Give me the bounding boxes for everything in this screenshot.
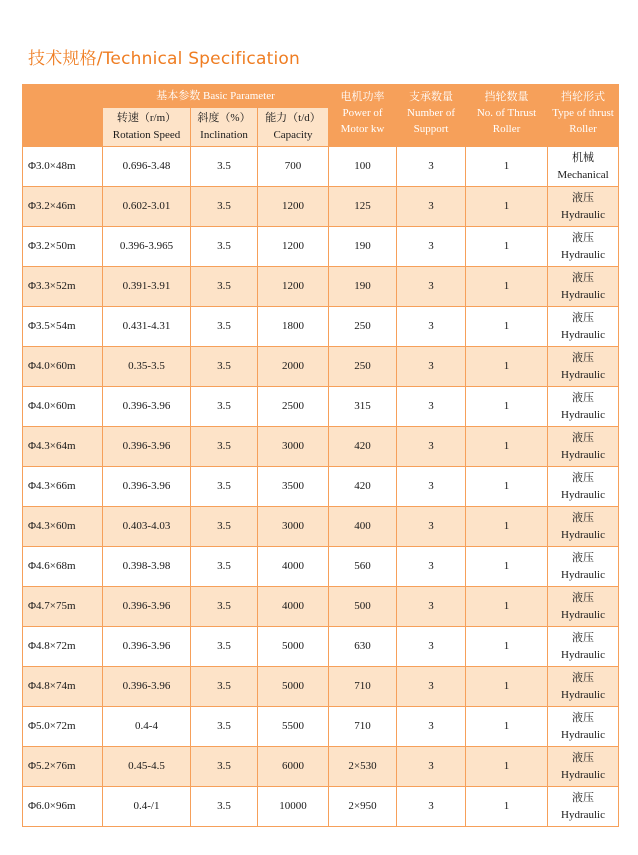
type-cn: 液压 — [572, 631, 595, 644]
power-header-en2: Motor kw — [340, 123, 385, 135]
support-cell: 3 — [397, 427, 466, 467]
type-cell — [548, 467, 619, 507]
table-row — [23, 347, 619, 387]
type-cell — [548, 187, 619, 227]
support-cell: 3 — [397, 787, 466, 827]
page-title: 技术规格/Technical Specification — [28, 49, 300, 69]
support-cell: 3 — [397, 467, 466, 507]
table-row — [23, 307, 619, 347]
type-en: Hydraulic — [561, 368, 605, 381]
capacity-cell: 2000 — [258, 347, 329, 387]
type-en: Hydraulic — [561, 728, 605, 741]
support-cell: 3 — [397, 627, 466, 667]
support-header — [397, 85, 466, 147]
power-cell: 100 — [329, 147, 397, 187]
power-cell: 250 — [329, 307, 397, 347]
model-cell: Φ3.0×48m — [23, 147, 103, 187]
table-row — [23, 747, 619, 787]
inclination-cell: 3.5 — [191, 267, 258, 307]
table-row — [23, 587, 619, 627]
power-cell: 420 — [329, 427, 397, 467]
inclination-cell: 3.5 — [191, 787, 258, 827]
type-cell — [548, 347, 619, 387]
capacity-cell: 1800 — [258, 307, 329, 347]
table-row — [23, 707, 619, 747]
type-cell — [548, 507, 619, 547]
support-header-en1: Number of — [407, 107, 455, 119]
table-row — [23, 627, 619, 667]
thrust-cell: 1 — [466, 707, 548, 747]
spec-table-body — [23, 147, 619, 827]
speed-cell: 0.396-3.96 — [103, 387, 191, 427]
type-cn: 机械 — [572, 151, 595, 164]
inclination-cell: 3.5 — [191, 347, 258, 387]
thrust-cell: 1 — [466, 227, 548, 267]
inclination-cell: 3.5 — [191, 667, 258, 707]
table-row — [23, 787, 619, 827]
type-cell — [548, 307, 619, 347]
table-row — [23, 387, 619, 427]
type-cell — [548, 147, 619, 187]
inclination-header-cn: 斜度（%） — [197, 112, 251, 124]
thrust-cell: 1 — [466, 627, 548, 667]
support-cell: 3 — [397, 187, 466, 227]
type-en: Hydraulic — [561, 688, 605, 701]
type-en: Hydraulic — [561, 288, 605, 301]
thrust-cell: 1 — [466, 307, 548, 347]
support-cell: 3 — [397, 307, 466, 347]
model-cell: Φ5.0×72m — [23, 707, 103, 747]
speed-cell: 0.45-4.5 — [103, 747, 191, 787]
model-cell: Φ3.2×50m — [23, 227, 103, 267]
type-cell — [548, 747, 619, 787]
inclination-cell: 3.5 — [191, 427, 258, 467]
inclination-cell: 3.5 — [191, 387, 258, 427]
capacity-cell: 3000 — [258, 507, 329, 547]
speed-cell: 0.396-3.96 — [103, 427, 191, 467]
speed-header-en: Rotation Speed — [112, 129, 181, 141]
power-header-cn: 电机功率 — [340, 91, 385, 103]
speed-cell: 0.696-3.48 — [103, 147, 191, 187]
table-row — [23, 547, 619, 587]
power-cell: 630 — [329, 627, 397, 667]
capacity-cell: 5500 — [258, 707, 329, 747]
basic-parameter-header: 基本参数 Basic Parameter — [103, 85, 329, 108]
inclination-cell: 3.5 — [191, 547, 258, 587]
support-cell: 3 — [397, 227, 466, 267]
type-en: Mechanical — [557, 168, 609, 181]
inclination-cell: 3.5 — [191, 227, 258, 267]
type-cn: 液压 — [572, 751, 595, 764]
thrust-cell: 1 — [466, 267, 548, 307]
capacity-header-en: Capacity — [273, 129, 313, 141]
thrust-cell: 1 — [466, 387, 548, 427]
type-header — [548, 85, 619, 147]
model-cell: Φ4.3×60m — [23, 507, 103, 547]
model-cell: Φ5.2×76m — [23, 747, 103, 787]
support-header-en2: Support — [413, 123, 449, 135]
power-cell: 125 — [329, 187, 397, 227]
type-en: Hydraulic — [561, 768, 605, 781]
capacity-cell: 1200 — [258, 267, 329, 307]
type-cell — [548, 387, 619, 427]
power-header — [329, 85, 397, 147]
support-cell: 3 — [397, 147, 466, 187]
type-cn: 液压 — [572, 471, 595, 484]
model-cell: Φ4.0×60m — [23, 347, 103, 387]
support-cell: 3 — [397, 507, 466, 547]
type-en: Hydraulic — [561, 208, 605, 221]
capacity-header — [258, 108, 329, 147]
type-en: Hydraulic — [561, 808, 605, 821]
speed-cell: 0.396-3.96 — [103, 587, 191, 627]
type-cn: 液压 — [572, 191, 595, 204]
capacity-cell: 1200 — [258, 227, 329, 267]
type-cell — [548, 667, 619, 707]
inclination-cell: 3.5 — [191, 507, 258, 547]
type-cn: 液压 — [572, 431, 595, 444]
type-en: Hydraulic — [561, 648, 605, 661]
model-cell: Φ3.5×54m — [23, 307, 103, 347]
power-cell: 250 — [329, 347, 397, 387]
thrust-cell: 1 — [466, 787, 548, 827]
type-en: Hydraulic — [561, 248, 605, 261]
power-cell: 420 — [329, 467, 397, 507]
support-cell: 3 — [397, 587, 466, 627]
spec-table-header — [23, 85, 619, 147]
speed-cell: 0.398-3.98 — [103, 547, 191, 587]
support-cell: 3 — [397, 387, 466, 427]
thrust-cell: 1 — [466, 587, 548, 627]
table-row — [23, 427, 619, 467]
inclination-cell: 3.5 — [191, 707, 258, 747]
table-row — [23, 147, 619, 187]
thrust-cell: 1 — [466, 467, 548, 507]
speed-cell: 0.396-3.96 — [103, 467, 191, 507]
power-cell: 400 — [329, 507, 397, 547]
model-cell: Φ4.8×72m — [23, 627, 103, 667]
type-en: Hydraulic — [561, 328, 605, 341]
type-cn: 液压 — [572, 231, 595, 244]
support-cell: 3 — [397, 347, 466, 387]
power-cell: 560 — [329, 547, 397, 587]
inclination-header — [191, 108, 258, 147]
speed-cell: 0.396-3.96 — [103, 667, 191, 707]
capacity-cell: 4000 — [258, 587, 329, 627]
power-cell: 2×530 — [329, 747, 397, 787]
model-header — [23, 85, 103, 147]
speed-cell: 0.602-3.01 — [103, 187, 191, 227]
type-cell — [548, 707, 619, 747]
capacity-header-cn: 能力（t/d） — [265, 112, 321, 124]
thrust-cell: 1 — [466, 427, 548, 467]
support-cell: 3 — [397, 707, 466, 747]
inclination-cell: 3.5 — [191, 467, 258, 507]
power-cell: 2×950 — [329, 787, 397, 827]
power-cell: 190 — [329, 267, 397, 307]
support-cell: 3 — [397, 547, 466, 587]
speed-cell: 0.396-3.965 — [103, 227, 191, 267]
support-header-cn: 支承数量 — [409, 91, 454, 103]
thrust-header-cn: 挡轮数量 — [484, 91, 529, 103]
inclination-cell: 3.5 — [191, 307, 258, 347]
inclination-cell: 3.5 — [191, 747, 258, 787]
inclination-cell: 3.5 — [191, 587, 258, 627]
speed-cell: 0.391-3.91 — [103, 267, 191, 307]
capacity-cell: 10000 — [258, 787, 329, 827]
power-cell: 710 — [329, 707, 397, 747]
model-cell: Φ3.3×52m — [23, 267, 103, 307]
support-cell: 3 — [397, 267, 466, 307]
table-row — [23, 267, 619, 307]
type-en: Hydraulic — [561, 408, 605, 421]
thrust-cell: 1 — [466, 667, 548, 707]
speed-cell: 0.4-/1 — [103, 787, 191, 827]
speed-cell: 0.431-4.31 — [103, 307, 191, 347]
capacity-cell: 3000 — [258, 427, 329, 467]
type-cn: 液压 — [572, 511, 595, 524]
speed-cell: 0.396-3.96 — [103, 627, 191, 667]
speed-header — [103, 108, 191, 147]
table-row — [23, 187, 619, 227]
type-en: Hydraulic — [561, 568, 605, 581]
type-cn: 液压 — [572, 591, 595, 604]
thrust-header — [466, 85, 548, 147]
type-header-en1: Type of thrust — [552, 107, 614, 119]
speed-cell: 0.4-4 — [103, 707, 191, 747]
type-en: Hydraulic — [561, 528, 605, 541]
thrust-cell: 1 — [466, 347, 548, 387]
table-row — [23, 227, 619, 267]
inclination-cell: 3.5 — [191, 147, 258, 187]
thrust-cell: 1 — [466, 547, 548, 587]
model-cell: Φ6.0×96m — [23, 787, 103, 827]
type-cn: 液压 — [572, 271, 595, 284]
speed-cell: 0.403-4.03 — [103, 507, 191, 547]
capacity-cell: 1200 — [258, 187, 329, 227]
thrust-cell: 1 — [466, 187, 548, 227]
model-cell: Φ4.3×66m — [23, 467, 103, 507]
type-en: Hydraulic — [561, 608, 605, 621]
capacity-cell: 700 — [258, 147, 329, 187]
type-cn: 液压 — [572, 671, 595, 684]
power-cell: 190 — [329, 227, 397, 267]
speed-cell: 0.35-3.5 — [103, 347, 191, 387]
type-cell — [548, 427, 619, 467]
type-cn: 液压 — [572, 351, 595, 364]
type-cn: 液压 — [572, 711, 595, 724]
type-cell — [548, 627, 619, 667]
type-cn: 液压 — [572, 551, 595, 564]
power-cell: 500 — [329, 587, 397, 627]
type-cn: 液压 — [572, 311, 595, 324]
capacity-cell: 2500 — [258, 387, 329, 427]
type-header-cn: 挡轮形式 — [561, 91, 606, 103]
type-cell — [548, 547, 619, 587]
table-row — [23, 667, 619, 707]
type-header-en2: Roller — [569, 123, 597, 135]
model-cell: Φ4.3×64m — [23, 427, 103, 467]
model-cell: Φ4.6×68m — [23, 547, 103, 587]
thrust-cell: 1 — [466, 507, 548, 547]
capacity-cell: 5000 — [258, 667, 329, 707]
inclination-header-en: Inclination — [200, 129, 248, 141]
model-cell: Φ4.7×75m — [23, 587, 103, 627]
capacity-cell: 5000 — [258, 627, 329, 667]
type-cell — [548, 227, 619, 267]
type-cell — [548, 587, 619, 627]
table-row — [23, 507, 619, 547]
model-cell: Φ4.0×60m — [23, 387, 103, 427]
type-en: Hydraulic — [561, 448, 605, 461]
model-cell: Φ4.8×74m — [23, 667, 103, 707]
power-cell: 315 — [329, 387, 397, 427]
inclination-cell: 3.5 — [191, 187, 258, 227]
capacity-cell: 3500 — [258, 467, 329, 507]
model-cell: Φ3.2×46m — [23, 187, 103, 227]
type-cn: 液压 — [572, 391, 595, 404]
table-row — [23, 467, 619, 507]
spec-table — [22, 84, 619, 827]
inclination-cell: 3.5 — [191, 627, 258, 667]
type-en: Hydraulic — [561, 488, 605, 501]
thrust-cell: 1 — [466, 747, 548, 787]
thrust-header-en1: No. of Thrust — [476, 107, 537, 119]
support-cell: 3 — [397, 747, 466, 787]
type-cn: 液压 — [572, 791, 595, 804]
support-cell: 3 — [397, 667, 466, 707]
thrust-cell: 1 — [466, 147, 548, 187]
capacity-cell: 4000 — [258, 547, 329, 587]
power-header-en1: Power of — [342, 107, 383, 119]
type-cell — [548, 267, 619, 307]
type-cell — [548, 787, 619, 827]
power-cell: 710 — [329, 667, 397, 707]
capacity-cell: 6000 — [258, 747, 329, 787]
speed-header-cn: 转速（r/m） — [116, 112, 177, 124]
thrust-header-en2: Roller — [492, 123, 521, 135]
